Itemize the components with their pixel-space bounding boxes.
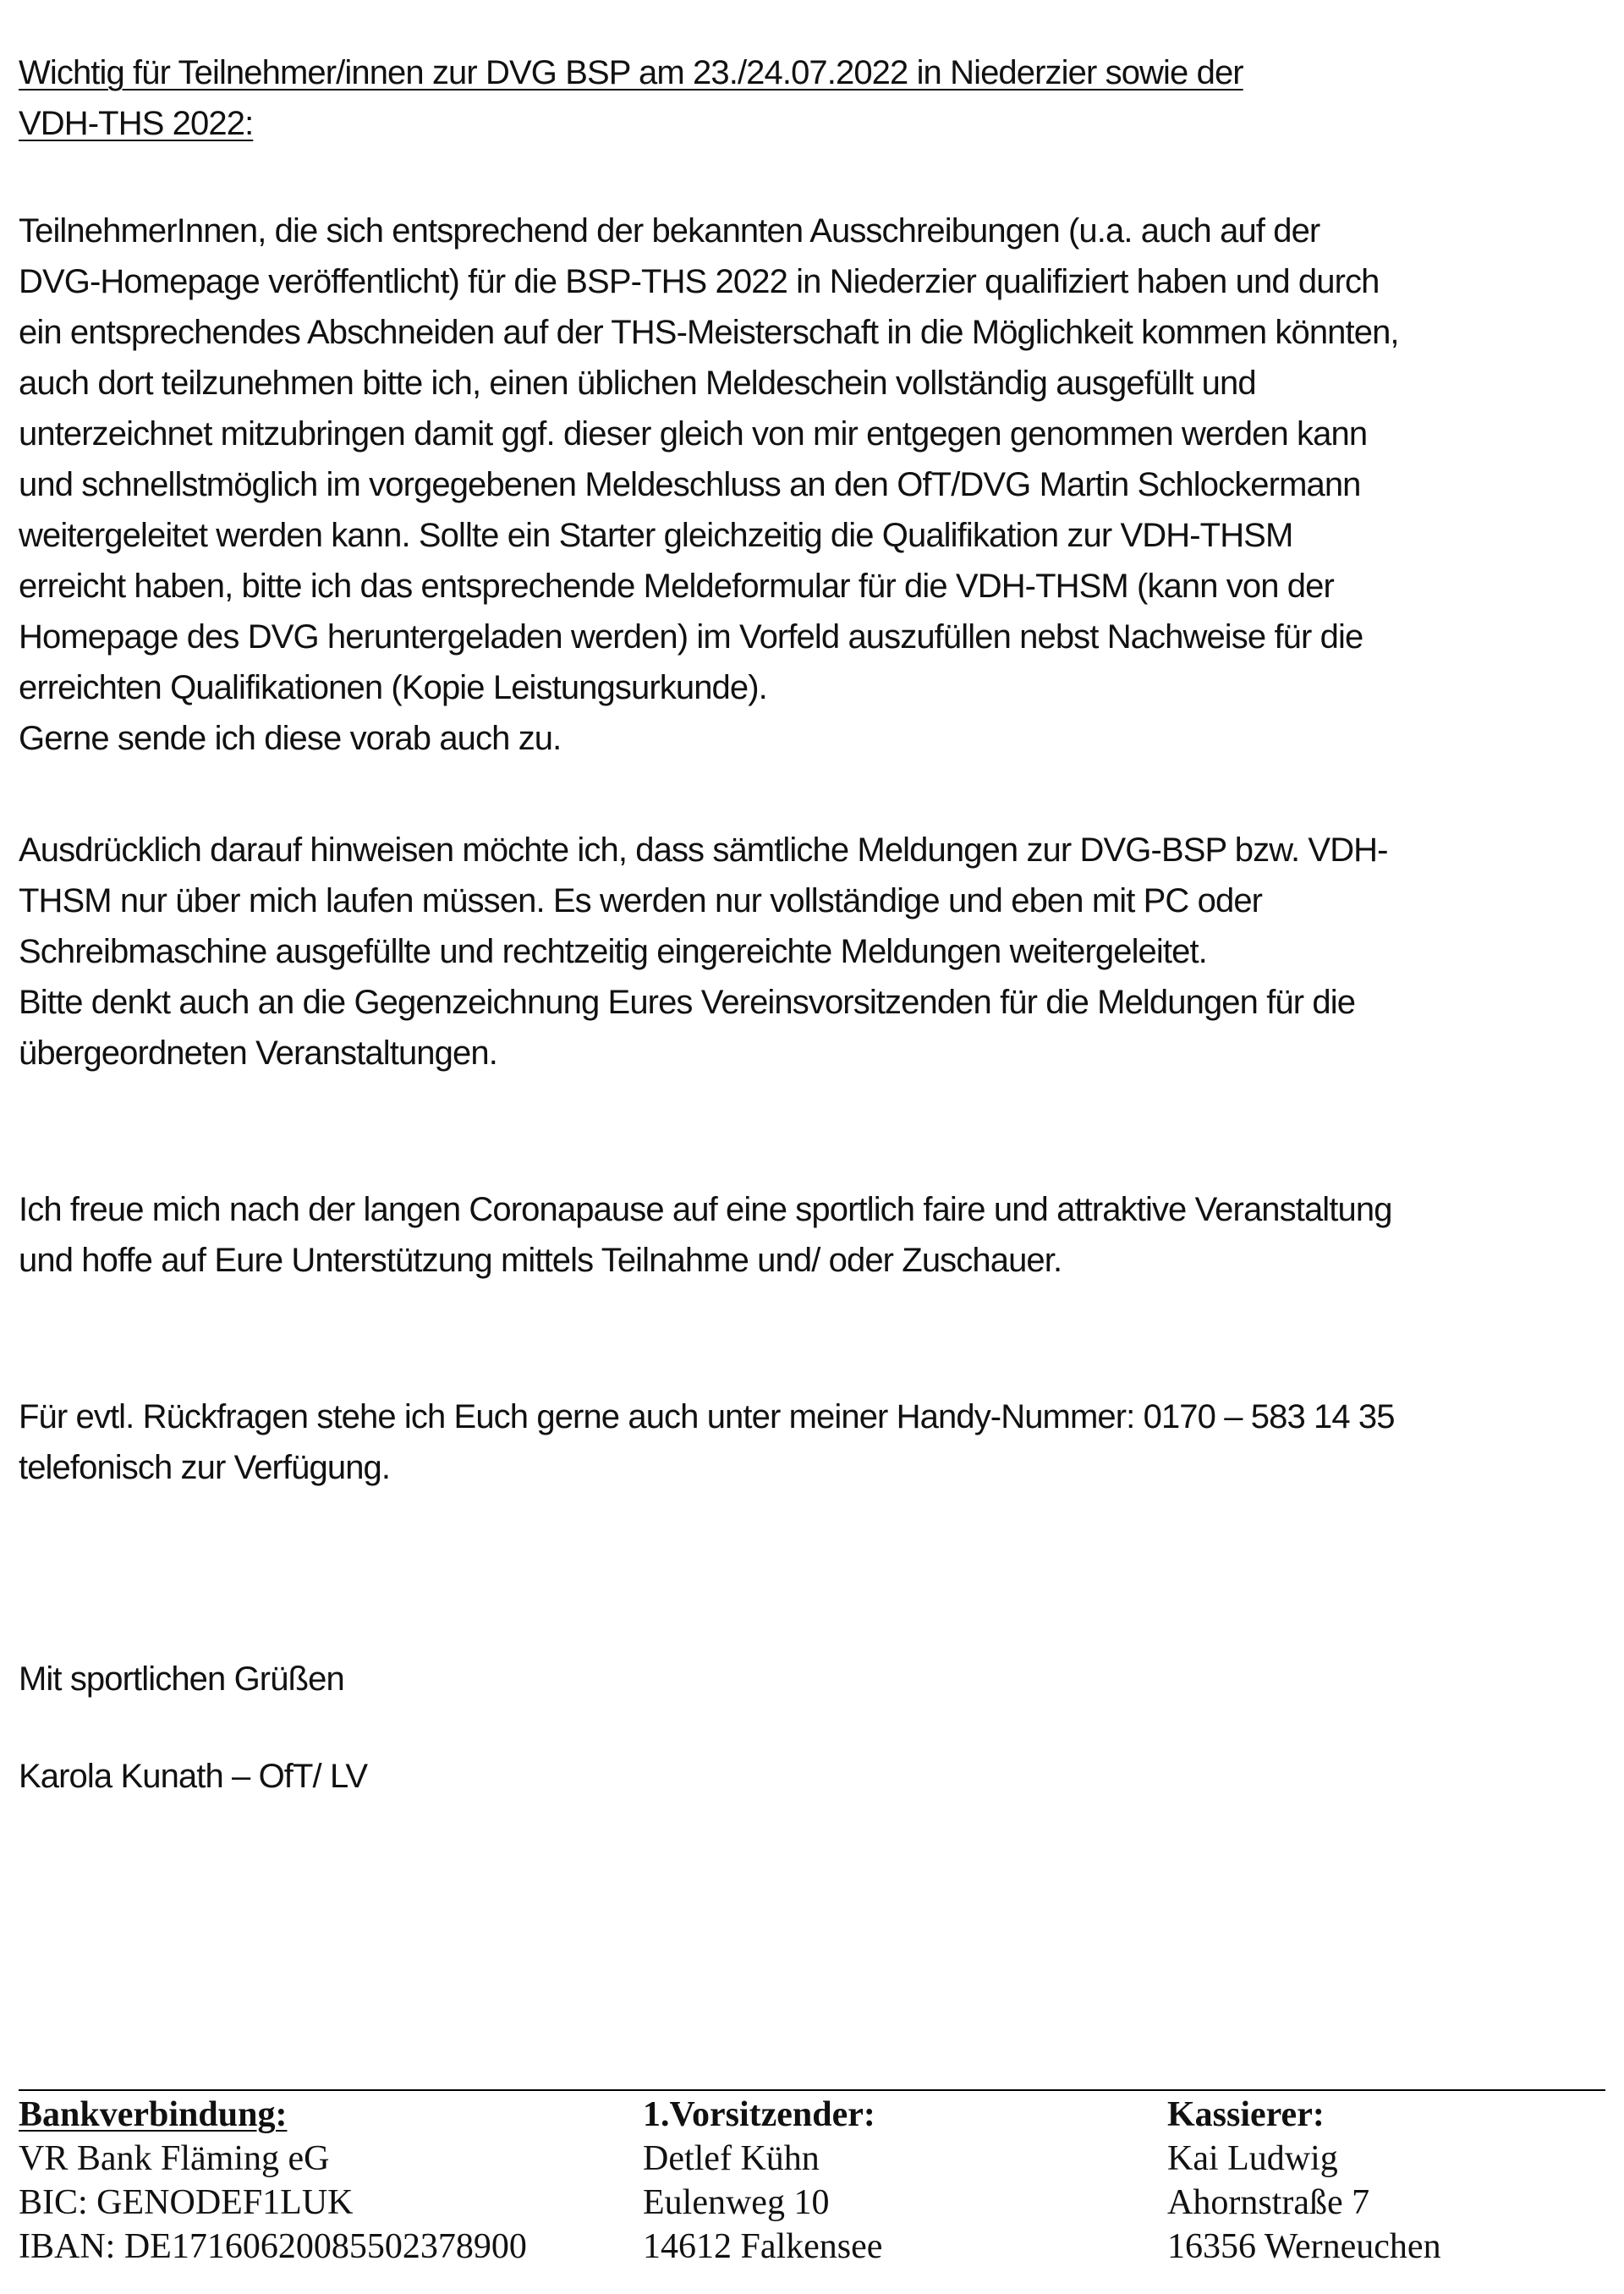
paragraph1-line: Homepage des DVG heruntergeladen werden) im Vorfeld auszufüllen nebst Nachweise für die xyxy=(19,618,1363,656)
closing-greeting: Mit sportlichen Grüßen xyxy=(19,1660,344,1698)
paragraph1-line: Gerne sende ich diese vorab auch zu. xyxy=(19,720,562,757)
footer-bank-line: BIC: GENODEF1LUK xyxy=(19,2183,354,2222)
footer-treasurer-line: 16356 Werneuchen xyxy=(1167,2227,1441,2266)
paragraph2-line: Schreibmaschine ausgefüllte und rechtzeitig eingereichte Meldungen weitergeleitet. xyxy=(19,933,1207,970)
footer-chair-heading: 1.Vorsitzender: xyxy=(643,2095,875,2134)
footer-bank-column xyxy=(19,2093,527,2269)
paragraph1-line: auch dort teilzunehmen bitte ich, einen üblichen Meldeschein vollständig ausgefüllt und xyxy=(19,365,1256,402)
paragraph4-line: Für evtl. Rückfragen stehe ich Euch gerne auch unter meiner Handy-Nummer: 0170 – 583 14 35 xyxy=(19,1398,1395,1435)
footer-treasurer-line: Kai Ludwig xyxy=(1167,2139,1338,2178)
paragraph2-line: übergeordneten Veranstaltungen. xyxy=(19,1034,497,1072)
footer-bank-line: VR Bank Fläming eG xyxy=(19,2139,330,2178)
footer-chair-line: 14612 Falkensee xyxy=(643,2227,883,2266)
paragraph1-line: ein entsprechendes Abschneiden auf der THS-Meisterschaft in die Möglichkeit kommen könnten, xyxy=(19,314,1399,351)
paragraph1-line: DVG-Homepage veröffentlicht) für die BSP-THS 2022 in Niederzier qualifiziert haben und durch xyxy=(19,263,1380,300)
footer-bank-line: IBAN: DE17160620085502378900 xyxy=(19,2227,527,2266)
footer-treasurer-line: Ahornstraße 7 xyxy=(1167,2183,1370,2222)
footer-chair-line: Detlef Kühn xyxy=(643,2139,820,2178)
paragraph2-line: Ausdrücklich darauf hinweisen möchte ich, dass sämtliche Meldungen zur DVG-BSP bzw. VDH- xyxy=(19,831,1388,869)
paragraph3-line: Ich freue mich nach der langen Coronapause auf eine sportlich faire und attraktive Veranstaltung xyxy=(19,1191,1392,1228)
footer-bank-heading: Bankverbindung: xyxy=(19,2095,288,2134)
paragraph1-line: weitergeleitet werden kann. Sollte ein Starter gleichzeitig die Qualifikation zur VDH-THSM xyxy=(19,517,1293,554)
paragraph1-line: TeilnehmerInnen, die sich entsprechend der bekannten Ausschreibungen (u.a. auch auf der xyxy=(19,212,1320,250)
paragraph3-line: und hoffe auf Eure Unterstützung mittels Teilnahme und/ oder Zuschauer. xyxy=(19,1242,1062,1279)
footer-chair-line: Eulenweg 10 xyxy=(643,2183,830,2222)
footer-treasurer-heading: Kassierer: xyxy=(1167,2095,1325,2134)
paragraph2-line: THSM nur über mich laufen müssen. Es werden nur vollständige und eben mit PC oder xyxy=(19,882,1263,919)
paragraph1-line: und schnellstmöglich im vorgegebenen Meldeschluss an den OfT/DVG Martin Schlockermann xyxy=(19,466,1361,503)
paragraph4-line: telefonisch zur Verfügung. xyxy=(19,1449,391,1486)
paragraph1-line: erreichten Qualifikationen (Kopie Leistungsurkunde). xyxy=(19,669,767,706)
paragraph1-line: unterzeichnet mitzubringen damit ggf. dieser gleich von mir entgegen genommen werden kann xyxy=(19,415,1368,453)
paragraph1-line: erreicht haben, bitte ich das entsprechende Meldeformular für die VDH-THSM (kann von der xyxy=(19,568,1334,605)
heading-line-1: Wichtig für Teilnehmer/innen zur DVG BSP am 23./24.07.2022 in Niederzier sowie der xyxy=(19,54,1243,91)
heading-line-2: VDH-THS 2022: xyxy=(19,105,254,142)
footer-divider xyxy=(19,2089,1605,2091)
paragraph2-line: Bitte denkt auch an die Gegenzeichnung Eures Vereinsvorsitzenden für die Meldungen für die xyxy=(19,984,1356,1021)
closing-signature: Karola Kunath – OfT/ LV xyxy=(19,1758,368,1795)
footer-treasurer-column xyxy=(1167,2093,1441,2269)
footer-chair-column xyxy=(643,2093,882,2269)
